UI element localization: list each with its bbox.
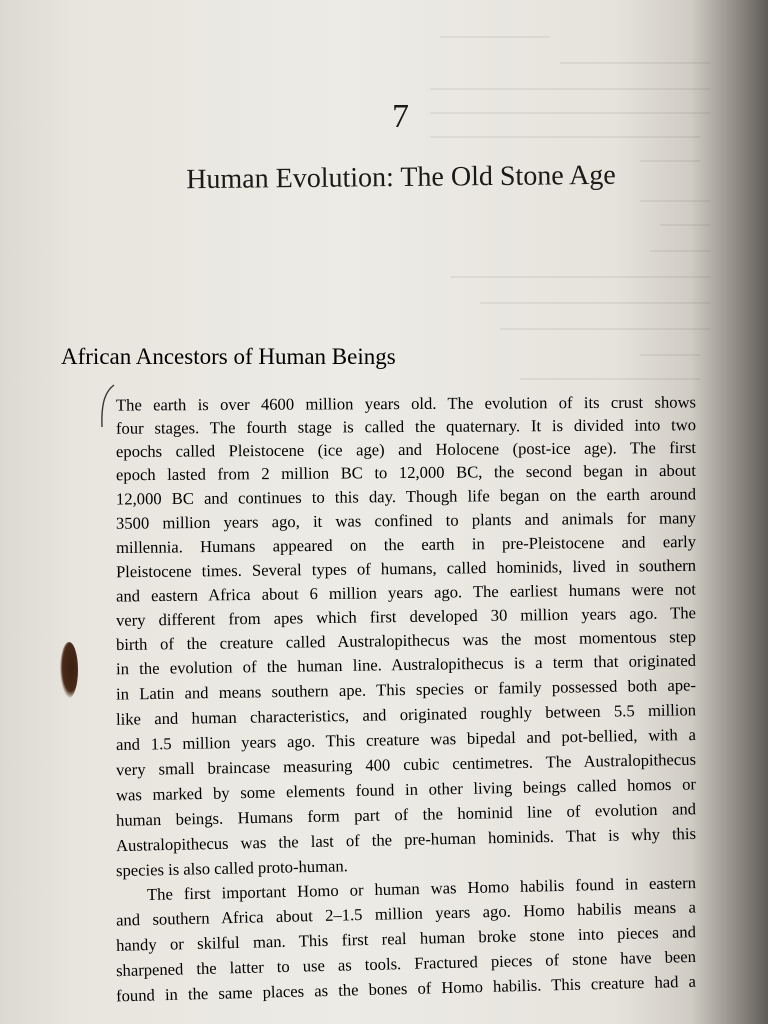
paragraph-1-line: like and human characteristics, and originated roughly between 5.5 million xyxy=(115,700,697,729)
paragraph-1-line: human beings. Humans form part of the hominid line of evolution and xyxy=(115,799,697,830)
chapter-number: 7 xyxy=(392,98,410,135)
paragraph-1-line: species is also called proto-human. xyxy=(115,856,348,881)
paragraph-1-line: epochs called Pleistocene (ice age) and Holocene (post-ice age). The first xyxy=(115,437,697,462)
paragraph-1-line: and eastern Africa about 6 million years ago. The earliest humans were not xyxy=(115,579,697,606)
paragraph-1-line: 12,000 BC and continues to this day. Though life began on the earth around xyxy=(115,484,697,509)
paragraph-1-line: birth of the creature called Australopithecus was the most momentous step xyxy=(115,626,697,655)
section-heading: African Ancestors of Human Beings xyxy=(61,344,396,369)
paragraph-1-line: very small braincase measuring 400 cubic centimetres. The Australopithecus xyxy=(115,749,697,780)
paragraph-1-line: and 1.5 million years ago. This creature was bipedal and pot-bellied, with a xyxy=(115,724,697,755)
paragraph-1-line: in Latin and means southern ape. This species or family possessed both ape- xyxy=(115,675,697,704)
paragraph-1-line: four stages. The fourth stage is called the quaternary. It is divided into two xyxy=(115,415,697,438)
paragraph-1-line: very different from apes which first developed 30 million years ago. The xyxy=(115,603,697,630)
paragraph-1-line: in the evolution of the human line. Australopithecus is a term that originated xyxy=(115,650,697,679)
paragraph-2-line: found in the same places as the bones of Homo habilis. This creature had a xyxy=(115,971,697,1006)
paragraph-2-line: handy or skilful man. This first real human broke stone into pieces and xyxy=(115,922,697,955)
paragraph-1-line: Pleistocene times. Several types of humans, called hominids, lived in southern xyxy=(115,555,697,582)
paragraph-2-line: The first important Homo or human was Homo habilis found in eastern xyxy=(146,873,697,904)
paragraph-2-line: and southern Africa about 2–1.5 million years ago. Homo habilis means a xyxy=(115,897,697,930)
paragraph-1-line: was marked by some elements found in other living beings called homos or xyxy=(115,774,697,805)
paragraph-2-line: sharpened the latter to use as tools. Fractured pieces of stone have been xyxy=(115,946,697,981)
chapter-title: Human Evolution: The Old Stone Age xyxy=(186,159,616,196)
paragraph-1-line: 3500 million years ago, it was confined to plants and animals for many xyxy=(115,508,697,533)
paragraph-1-line: The earth is over 4600 million years old. The evolution of its crust shows xyxy=(115,392,697,415)
paragraph-1-line: epoch lasted from 2 million BC to 12,000 BC, the second began in about xyxy=(115,460,697,485)
paragraph-1-line: millennia. Humans appeared on the earth in pre-Pleistocene and early xyxy=(115,531,697,558)
paragraph-1-line: Australopithecus was the last of the pre-human hominids. That is why this xyxy=(115,823,697,856)
